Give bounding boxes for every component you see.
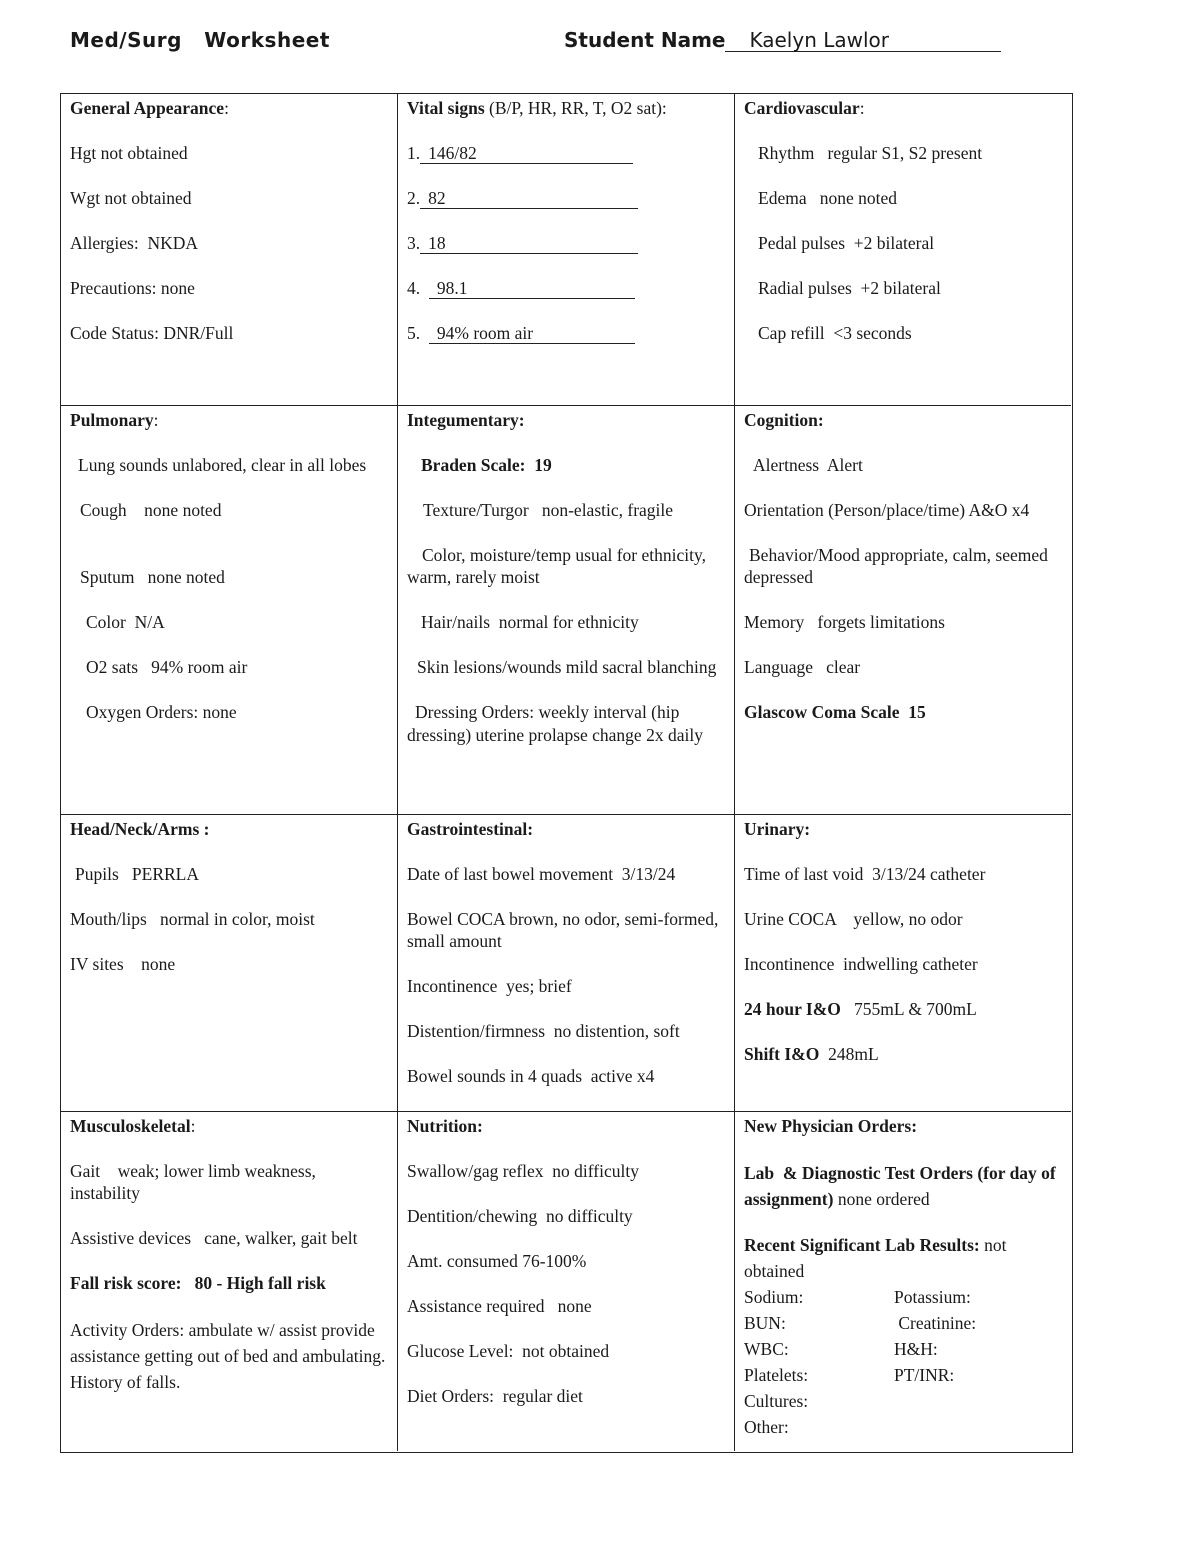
other-label: Other: bbox=[744, 1416, 789, 1437]
student-name-value: Kaelyn Lawlor bbox=[725, 29, 1001, 52]
gi-line: Bowel sounds in 4 quads active x4 bbox=[407, 1066, 655, 1086]
pulmonary-line: Color N/A bbox=[86, 612, 165, 632]
integ-line: Color, moisture/temp usual for ethnicity, warm, rarely moist bbox=[407, 544, 706, 587]
student-name-label: Student Name bbox=[564, 28, 726, 52]
physician-orders-heading: New Physician Orders: bbox=[744, 1116, 918, 1136]
io-24-hour: 24 hour I&O 755mL & 700mL bbox=[744, 998, 977, 1019]
urinary-line: Urine COCA yellow, no odor bbox=[744, 908, 963, 929]
musculo-line: Assistive devices cane, walker, gait belt bbox=[70, 1228, 358, 1248]
general-line: Wgt not obtained bbox=[70, 187, 192, 208]
gi-line: Bowel COCA brown, no odor, semi-formed, small amount bbox=[407, 908, 719, 951]
cardio-line: Edema none noted bbox=[758, 187, 897, 208]
gi-line: Date of last bowel movement 3/13/24 bbox=[407, 863, 676, 884]
cardio-line: Pedal pulses +2 bilateral bbox=[758, 232, 935, 253]
assessment-grid bbox=[60, 93, 1073, 1453]
integ-line: Skin lesions/wounds mild sacral blanching bbox=[417, 657, 717, 677]
gi-line: Incontinence yes; brief bbox=[407, 976, 572, 996]
lab-result-row: BUN: Creatinine: bbox=[744, 1312, 977, 1333]
cognition-heading: Cognition: bbox=[744, 410, 824, 430]
general-line: Allergies: NKDA bbox=[70, 232, 198, 253]
urinary-line: Incontinence indwelling catheter bbox=[744, 953, 978, 974]
cognition-line: Alertness Alert bbox=[753, 454, 863, 475]
integumentary-cell bbox=[398, 406, 735, 815]
general-appearance-heading: General Appearance: bbox=[70, 98, 229, 118]
vital-item: 2. 82 bbox=[407, 187, 725, 210]
cognition-line: Language clear bbox=[744, 657, 861, 677]
pulmonary-line: Sputum none noted bbox=[80, 567, 225, 587]
cardiovascular-cell bbox=[735, 94, 1071, 406]
gi-line: Distention/firmness no distention, soft bbox=[407, 1021, 680, 1041]
nutrition-line: Swallow/gag reflex no difficulty bbox=[407, 1160, 639, 1181]
worksheet-title: Med/Surg Worksheet bbox=[70, 28, 330, 52]
pulmonary-line: Lung sounds unlabored, clear in all lobes bbox=[78, 454, 367, 475]
head-neck-arms-cell bbox=[61, 815, 398, 1112]
cardio-line: Rhythm regular S1, S2 present bbox=[758, 142, 983, 163]
urinary-cell bbox=[735, 815, 1071, 1112]
cognition-line: Memory forgets limitations bbox=[744, 612, 945, 632]
gastrointestinal-cell bbox=[398, 815, 735, 1112]
nutrition-heading: Nutrition: bbox=[407, 1116, 483, 1136]
vital-item: 1. 146/82 bbox=[407, 142, 725, 165]
general-line: Code Status: DNR/Full bbox=[70, 322, 234, 343]
pulmonary-line: Cough none noted bbox=[80, 499, 222, 520]
nutrition-cell bbox=[398, 1112, 735, 1451]
lab-result-row: Platelets: PT/INR: bbox=[744, 1364, 955, 1385]
integumentary-heading: Integumentary: bbox=[407, 410, 525, 430]
cognition-cell bbox=[735, 406, 1071, 815]
nutrition-line: Glucose Level: not obtained bbox=[407, 1340, 610, 1361]
pulmonary-cell bbox=[61, 406, 398, 815]
musculo-line: Gait weak; lower limb weakness, instability bbox=[70, 1160, 321, 1203]
cognition-line: Behavior/Mood appropriate, calm, seemed depressed bbox=[744, 544, 1048, 587]
io-shift: Shift I&O 248mL bbox=[744, 1043, 879, 1064]
glasgow-coma-scale: Glascow Coma Scale 15 bbox=[744, 702, 926, 722]
activity-orders: Activity Orders: ambulate w/ assist provide assistance getting out of bed and ambulating. History of falls. bbox=[70, 1320, 386, 1392]
nutrition-line: Diet Orders: regular diet bbox=[407, 1385, 583, 1406]
nutrition-line: Assistance required none bbox=[407, 1295, 592, 1316]
vital-item: 3. 18 bbox=[407, 232, 725, 255]
vital-item: 5. 94% room air bbox=[407, 322, 725, 345]
integ-line: Texture/Turgor non-elastic, fragile bbox=[423, 499, 674, 520]
nutrition-line: Dentition/chewing no difficulty bbox=[407, 1205, 633, 1226]
vital-signs-cell bbox=[398, 94, 735, 406]
pulmonary-line: O2 sats 94% room air bbox=[86, 657, 248, 677]
student-name-field bbox=[564, 28, 1001, 52]
braden-scale: Braden Scale: 19 bbox=[421, 454, 552, 475]
recent-lab-results: Recent Significant Lab Results: not obtained bbox=[744, 1234, 1007, 1281]
cultures-label: Cultures: bbox=[744, 1390, 809, 1411]
integ-line: Dressing Orders: weekly interval (hip dressing) uterine prolapse change 2x daily bbox=[407, 702, 703, 745]
musculoskeletal-heading: Musculoskeletal: bbox=[70, 1116, 196, 1136]
vital-signs-heading: Vital signs (B/P, HR, RR, T, O2 sat): bbox=[407, 98, 667, 118]
worksheet-header bbox=[70, 28, 1070, 58]
urinary-line: Time of last void 3/13/24 catheter bbox=[744, 863, 986, 884]
cardio-line: Radial pulses +2 bilateral bbox=[758, 277, 941, 298]
head-line: IV sites none bbox=[70, 953, 176, 974]
general-appearance-cell bbox=[61, 94, 398, 406]
nutrition-line: Amt. consumed 76-100% bbox=[407, 1250, 587, 1271]
gastrointestinal-heading: Gastrointestinal: bbox=[407, 819, 534, 839]
integ-line: Hair/nails normal for ethnicity bbox=[421, 612, 639, 632]
general-line: Hgt not obtained bbox=[70, 142, 188, 163]
lab-diagnostic-orders: Lab & Diagnostic Test Orders (for day of assignment) none ordered bbox=[744, 1162, 1061, 1209]
lab-result-row: Sodium: Potassium: bbox=[744, 1286, 971, 1307]
head-line: Mouth/lips normal in color, moist bbox=[70, 908, 315, 929]
musculoskeletal-cell bbox=[61, 1112, 398, 1451]
cardio-line: Cap refill <3 seconds bbox=[758, 322, 912, 343]
pulmonary-heading: Pulmonary: bbox=[70, 410, 159, 430]
head-line: Pupils PERRLA bbox=[75, 863, 199, 884]
general-line: Precautions: none bbox=[70, 277, 195, 298]
fall-risk-score: Fall risk score: 80 - High fall risk bbox=[70, 1273, 326, 1293]
physician-orders-cell bbox=[735, 1112, 1071, 1451]
urinary-heading: Urinary: bbox=[744, 819, 811, 839]
vital-item: 4. 98.1 bbox=[407, 277, 725, 300]
lab-result-row: WBC: H&H: bbox=[744, 1338, 938, 1359]
cardiovascular-heading: Cardiovascular: bbox=[744, 98, 865, 118]
head-neck-arms-heading: Head/Neck/Arms : bbox=[70, 819, 210, 839]
pulmonary-line: Oxygen Orders: none bbox=[86, 702, 237, 722]
cognition-line: Orientation (Person/place/time) A&O x4 bbox=[744, 499, 1030, 520]
